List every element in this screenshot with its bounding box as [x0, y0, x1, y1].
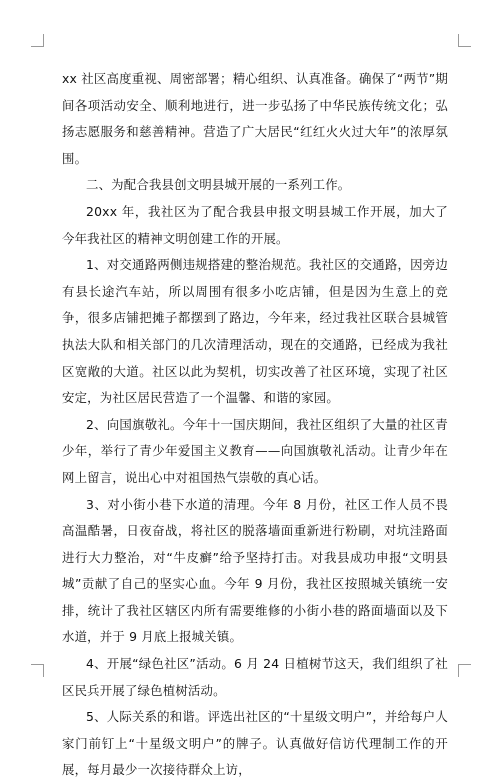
crop-mark-bottom-left	[31, 664, 44, 677]
paragraph-7: 4、开展“绿色社区”活动。6 月 24 日植树节这天，我们组织了社区民兵开展了绿色植树活动。	[62, 656, 448, 698]
paragraph-1: xx 社区高度重视、周密部署；精心组织、认真准备。确保了“两节”期间各项活动安全、顺利地进行，进一步弘扬了中华民族传统文化；弘扬志愿服务和慈善精神。营造了广大居民“红红火火过大年”的浓厚氛围。	[62, 71, 448, 166]
crop-mark-bottom-right	[458, 664, 471, 677]
paragraph-6: 3、对小街小巷下水道的清理。今年 8 月份，社区工作人员不畏高温酷暑，日夜奋战，将社区的脱落墙面重新进行粉刷，对坑洼路面进行大力整治，对“牛皮癣”给予坚持打击。对我县成功申报“文明县城”贡献了自己的坚实心血。今年 9 月份，我社区按照城关镇统一安排，统计了我社区辖区内所有需要维修的小街小巷的路面墙面以及下水道，并于 9 月底上报城关镇。	[62, 496, 448, 645]
paragraph-8: 5、人际关系的和谐。评选出社区的“十星级文明户”，并给每户人家门前钉上“十星级文明户”的牌子。认真做好信访代理制工作的开展，每月最少一次接待群众上访，	[62, 709, 448, 778]
paragraph-4: 1、对交通路两侧违规搭建的整治规范。我社区的交通路，因旁边有县长途汽车站，所以周围有很多小吃店铺，但是因为生意上的竞争，很多店铺把摊子都摆到了路边，今年来，经过我社区联合县城管执法大队和相关部门的几次清理活动，现在的交通路，已经成为我社区宽敞的大道。社区以此为契机，切实改善了社区环境，实现了社区安定，为社区居民营造了一个温馨、和谐的家园。	[62, 257, 448, 406]
document-body	[62, 66, 448, 784]
paragraph-5: 2、向国旗敬礼。今年十一国庆期间，我社区组织了大量的社区青少年，举行了青少年爱国主义教育——向国旗敬礼活动。让青少年在网上留言，说出心中对祖国热气崇敬的真心话。	[62, 416, 448, 485]
crop-mark-top-left	[31, 34, 44, 47]
crop-mark-top-right	[458, 34, 471, 47]
paragraph-3: 20xx 年，我社区为了配合我县申报文明县城工作开展，加大了今年我社区的精神文明创建工作的开展。	[62, 203, 448, 246]
paragraph-2-heading: 二、为配合我县创文明县城开展的一系列工作。	[86, 177, 351, 193]
